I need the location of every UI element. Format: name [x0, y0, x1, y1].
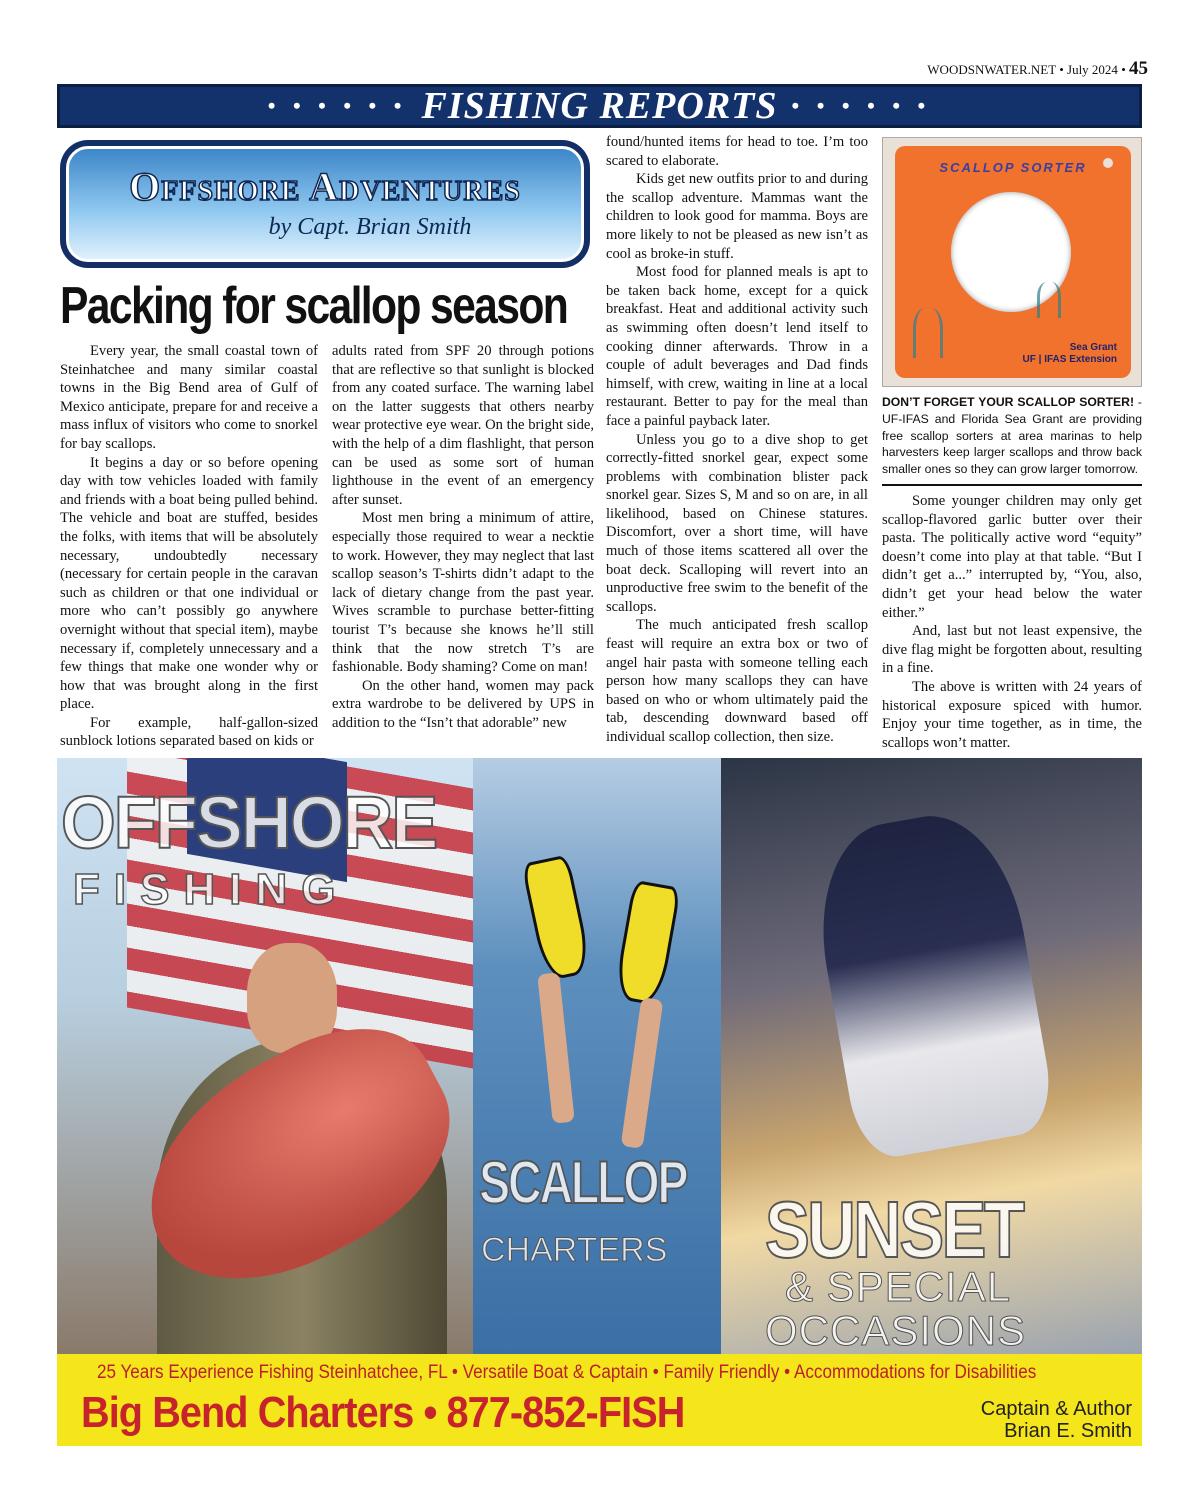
paragraph: Kids get new outfits prior to and during the scallop adventure. Mammas want the children to look good for mamma. Boys are more likely to not be pleased as new isn’t as cool as broke-in stuff.: [606, 171, 868, 262]
ad-sunset-word: SUNSET: [765, 1185, 1023, 1274]
ad-footer-bar: [57, 1354, 1142, 1446]
paragraph: It begins a day or so before opening day with tow vehicles loaded with family and friends with a boat being pulled behind. The vehicle and boat are stuffed, besides the folks, with items that will be absolutely necessary, undoubtedly necessary (necessary for certain people in the caravan such as children or that one individual or more who can’t possibly go anywhere overnight without that special item), maybe necessary if, completely unnecessary and a few things that make one wonder why or how that was brought along in the first place.: [60, 454, 318, 713]
ad-panel-offshore-fishing: [57, 758, 473, 1354]
scallop-sorter-photo: [882, 137, 1142, 387]
section-title: FISHING REPORTS: [421, 85, 778, 127]
ad-charters-word: CHARTERS: [481, 1231, 668, 1269]
paragraph: Every year, the small coastal town of Steinhatchee and many similar coastal towns in the Big Bend area of Gulf of Mexico anticipate, prepare for and receive a mass influx of visitors who come to snorkel for bay scallops.: [60, 343, 318, 452]
banner-dots-right: • • • • • •: [791, 93, 932, 118]
sorter-label: SCALLOP SORTER: [939, 160, 1087, 175]
sorter-brand: [1023, 342, 1117, 366]
column-logo-frame: [66, 146, 584, 262]
paragraph: And, last but not least expensive, the dive flag might be forgotten about, resulting in a fine.: [882, 623, 1142, 677]
seaweed-icon: [913, 308, 943, 358]
big-bend-charters-ad: [57, 758, 1142, 1446]
ad-captain-name: Brian E. Smith: [1004, 1420, 1132, 1442]
caption-heading: DON’T FORGET YOUR SCALLOP SORTER!: [882, 395, 1135, 409]
ad-panel-scallop-charters: [473, 758, 721, 1354]
column-logo-byline: by Capt. Brian Smith: [268, 214, 472, 240]
banner-dots-left: • • • • • •: [267, 93, 408, 118]
swim-fin-image: [521, 854, 593, 981]
ad-panel-sunset: [721, 758, 1142, 1354]
folio-site: WOODSNWATER.NET: [927, 62, 1056, 77]
page-folio: WOODSNWATER.NET • July 2024 • 45: [927, 58, 1148, 79]
diver-leg: [537, 972, 575, 1123]
paragraph: Some younger children may only get scallop-flavored garlic butter over their pasta. The politically active word “equity” doesn’t come into play at that table. “But I didn’t get a...” interrupted by, “You, also, didn’t get your head below the water either.”: [882, 493, 1142, 621]
folio-page-number: 45: [1129, 58, 1148, 79]
caption-text: - UF-IFAS and Florida Sea Grant are providing free scallop sorters at area marinas to help harvesters keep larger scallops and throw back smaller ones so they can grow larger tomorrow.: [882, 395, 1142, 477]
paragraph: Most men bring a minimum of attire, especially those required to wear a necktie to work. However, they may neglect that last scallop season’s T-shirts didn’t adapt to the lack of dietary change from the past year. Wives scramble to purchase better-fitting tourist T’s because she knows he’ll still think that the now stretch T’s are fashionable. Body shaming? Come on man!: [332, 510, 594, 676]
seaweed-icon: [1037, 282, 1061, 318]
ad-fishing-word: FISHING: [73, 865, 350, 914]
paragraph: The above is written with 24 years of historical exposure spiced with humor. Enjoy your time together, as in time, the scallops won’t matter.: [882, 678, 1142, 751]
ad-tagline: 25 Years Experience Fishing Steinhatchee, FL • Versatile Boat & Captain • Family Friendly • Accommodations for Disabilities: [97, 1362, 1037, 1383]
ad-captain-title: Captain & Author: [980, 1398, 1132, 1420]
column-logo: [60, 140, 590, 268]
ad-offshore-word: OFFSHORE: [61, 781, 437, 864]
paragraph: found/hunted items for head to toe. I’m too scared to elaborate.: [606, 134, 868, 169]
photo-caption: [882, 394, 1142, 486]
article-headline: Packing for scallop season: [60, 277, 568, 335]
folio-issue: July 2024: [1067, 62, 1118, 77]
ad-occasions-word: OCCASIONS: [765, 1307, 1027, 1354]
paragraph: The much anticipated fresh scallop feast will require an extra box or two of angel hair pasta with someone telling each person how many scallops they can have based on who or whom ultimately paid the tab, descending downward based off individual scallop collection, then size.: [606, 617, 868, 745]
section-banner: [57, 84, 1142, 128]
ad-captain-credit: [981, 1398, 1132, 1442]
paragraph: Unless you go to a dive shop to get correctly-fitted snorkel gear, expect some problems with combination blister pack snorkel gear. Sizes S, M and so on are, in all likelihood, based on Chinese statures. Discomfort, over a short time, will have much of those items scattered all over the boat deck. Scalloping will revert into an unproductive free swim to the benefit of the scallops.: [606, 431, 868, 615]
swim-fin-image: [613, 880, 681, 1007]
article-column-3: [606, 133, 868, 747]
ad-special-word: & SPECIAL: [785, 1263, 1012, 1310]
ad-scallop-word: SCALLOP: [479, 1149, 687, 1216]
diver-leg: [621, 997, 664, 1149]
paragraph: Most food for planned meals is apt to be taken back home, except for a quick breakfast. Heat and additional activity such as swimming often doesn’t lend itself to cooking dinner afterwards. Throw in a couple of adult beverages and Dad finds himself, with crew, waiting in line at a local restaurant. Better to pay for the meal than face a painful payback later.: [606, 264, 868, 429]
paragraph: For example, half-gallon-sized sunblock lotions separated based on kids or: [60, 714, 318, 750]
article-column-2: [332, 342, 594, 732]
article-column-4: [882, 492, 1142, 752]
column-logo-title: Offshore Adventures: [129, 164, 521, 209]
ad-business-phone: Big Bend Charters • 877-852-FISH: [81, 1388, 685, 1437]
scallop-sorter-board: [895, 146, 1131, 378]
article-column-1: [60, 342, 318, 751]
paragraph: adults rated from SPF 20 through potions that are reflective so that sunlight is blocked from any coated surface. The warning label on the latter suggests that others nearby wear protective eye wear. On the bright side, with the help of a dim flashlight, that person can be used as some sort of human lighthouse in the event of an emergency after sunset.: [332, 343, 594, 508]
paragraph: On the other hand, women may pack extra wardrobe to be delivered by UPS in addition to the “Isn’t that adorable” new: [332, 677, 594, 731]
sea-grant-logo: Sea Grant: [1069, 342, 1117, 353]
uf-ifas-logo: UF | IFAS Extension: [1022, 354, 1117, 365]
wedding-couple-image: [804, 803, 1058, 1163]
